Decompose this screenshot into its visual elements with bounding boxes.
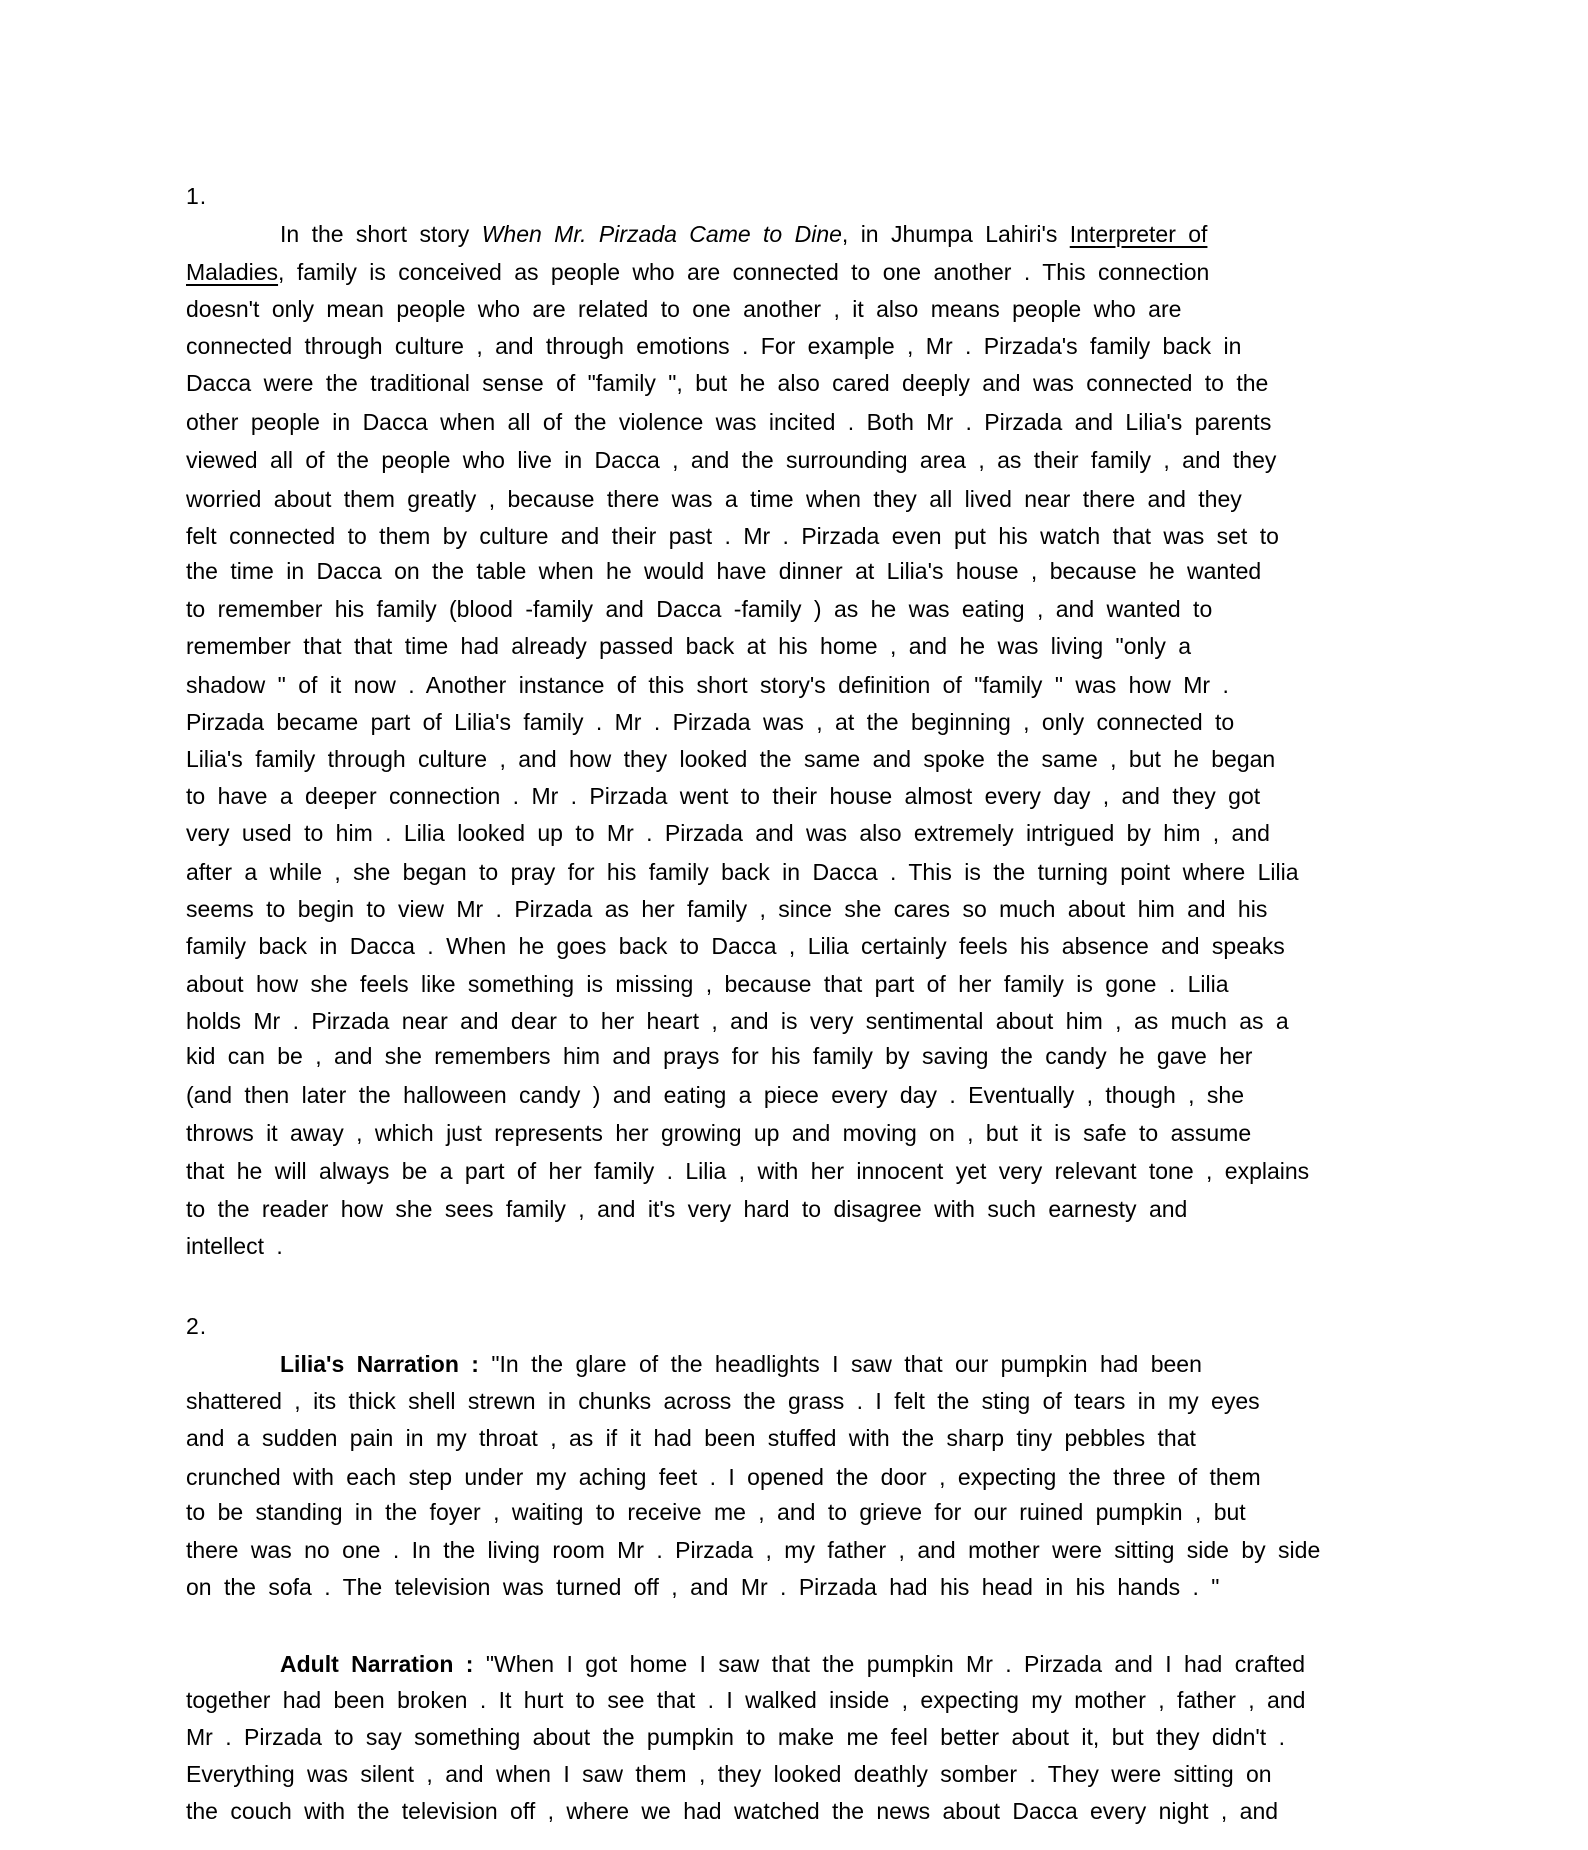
- paragraph-1-line: seems to begin to view Mr . Pirzada as her family , since she cares so much about him and his: [186, 896, 1268, 922]
- adult-narration-line: [280, 1650, 1396, 1678]
- paragraph-1-line: worried about them greatly , because there was a time when they all lived near there and they: [186, 486, 1242, 512]
- text-run: "In the glare of the headlights I saw that our pumpkin had been: [478, 1351, 1202, 1377]
- lilia-narration-line: [280, 1350, 1396, 1378]
- paragraph-1-line: very used to him . Lilia looked up to Mr . Pirzada and was also extremely intrigued by him , and: [186, 820, 1270, 846]
- lilia-narration-label: Lilia's Narration :: [280, 1351, 479, 1377]
- text-run: , family is conceived as people who are connected to one another . This connection: [278, 259, 1210, 285]
- paragraph-1-line: Pirzada became part of Lilia's family . Mr . Pirzada was , at the beginning , only connected to: [186, 709, 1235, 735]
- adult-narration-line: Everything was silent , and when I saw them , they looked deathly somber . They were sitting on: [186, 1761, 1272, 1787]
- section-number-2: 2.: [186, 1313, 208, 1339]
- paragraph-1-line: holds Mr . Pirzada near and dear to her heart , and is very sentimental about him , as much as a: [186, 1008, 1289, 1034]
- paragraph-1-line: [186, 258, 1396, 286]
- lilia-narration-line: and a sudden pain in my throat , as if it had been stuffed with the sharp tiny pebbles that: [186, 1425, 1196, 1451]
- paragraph-1-line: shadow " of it now . Another instance of this short story's definition of "family " was how Mr .: [186, 672, 1229, 698]
- paragraph-1-line: Dacca were the traditional sense of "family ", but he also cared deeply and was connected to the: [186, 370, 1269, 396]
- paragraph-1-line: that he will always be a part of her family . Lilia , with her innocent yet very relevant tone , explains: [186, 1158, 1310, 1184]
- lilia-narration-line: shattered , its thick shell strewn in chunks across the grass . I felt the sting of tears in my eyes: [186, 1388, 1260, 1414]
- book-title: Maladies: [186, 259, 279, 285]
- lilia-narration-line: to be standing in the foyer , waiting to receive me , and to grieve for our ruined pumpkin , but: [186, 1499, 1246, 1525]
- paragraph-1-line: after a while , she began to pray for his family back in Dacca . This is the turning point where Lilia: [186, 859, 1299, 885]
- story-title: When Mr. Pirzada Came to Dine: [481, 221, 842, 247]
- paragraph-1-line: doesn't only mean people who are related to one another , it also means people who are: [186, 296, 1182, 322]
- book-title: Interpreter of: [1069, 221, 1208, 247]
- paragraph-1-line: remember that that time had already passed back at his home , and he was living "only a: [186, 633, 1192, 659]
- paragraph-1-line: to the reader how she sees family , and it's very hard to disagree with such earnesty and: [186, 1196, 1188, 1222]
- paragraph-1-line: Lilia's family through culture , and how they looked the same and spoke the same , but he began: [186, 746, 1276, 772]
- adult-narration-label: Adult Narration :: [280, 1651, 474, 1677]
- paragraph-1-line: [280, 220, 1396, 248]
- lilia-narration-line: on the sofa . The television was turned off , and Mr . Pirzada had his head in his hands . ": [186, 1574, 1220, 1600]
- paragraph-1-line: about how she feels like something is missing , because that part of her family is gone . Lilia: [186, 971, 1229, 997]
- adult-narration-line: together had been broken . It hurt to see that . I walked inside , expecting my mother , father , and: [186, 1687, 1306, 1713]
- paragraph-1-line: throws it away , which just represents her growing up and moving on , but it is safe to assume: [186, 1120, 1252, 1146]
- paragraph-1-line: (and then later the halloween candy ) and eating a piece every day . Eventually , though , she: [186, 1082, 1245, 1108]
- text-run: In the short story: [280, 221, 482, 247]
- adult-narration-line: Mr . Pirzada to say something about the pumpkin to make me feel better about it, but they didn't .: [186, 1724, 1285, 1750]
- lilia-narration-line: crunched with each step under my aching feet . I opened the door , expecting the three of them: [186, 1464, 1261, 1490]
- section-number-1: 1.: [186, 183, 208, 209]
- paragraph-1-line: to have a deeper connection . Mr . Pirzada went to their house almost every day , and they got: [186, 783, 1261, 809]
- paragraph-1-line: intellect .: [186, 1233, 283, 1259]
- text-run: , in Jhumpa Lahiri's: [841, 221, 1070, 247]
- paragraph-1-line: the time in Dacca on the table when he would have dinner at Lilia's house , because he wanted: [186, 558, 1262, 584]
- paragraph-1-line: viewed all of the people who live in Dacca , and the surrounding area , as their family , and they: [186, 447, 1277, 473]
- text-run: "When I got home I saw that the pumpkin Mr . Pirzada and I had crafted: [473, 1651, 1306, 1677]
- paragraph-1-line: to remember his family (blood -family and Dacca -family ) as he was eating , and wanted to: [186, 596, 1213, 622]
- paragraph-1-line: connected through culture , and through emotions . For example , Mr . Pirzada's family back in: [186, 333, 1242, 359]
- paragraph-1-line: felt connected to them by culture and their past . Mr . Pirzada even put his watch that was set to: [186, 523, 1279, 549]
- paragraph-1-line: other people in Dacca when all of the violence was incited . Both Mr . Pirzada and Lilia's parents: [186, 409, 1272, 435]
- paragraph-1-line: kid can be , and she remembers him and prays for his family by saving the candy he gave her: [186, 1043, 1253, 1069]
- adult-narration-line: the couch with the television off , where we had watched the news about Dacca every night , and: [186, 1798, 1279, 1824]
- lilia-narration-line: there was no one . In the living room Mr . Pirzada , my father , and mother were sitting side by side: [186, 1537, 1321, 1563]
- paragraph-1-line: family back in Dacca . When he goes back to Dacca , Lilia certainly feels his absence and speaks: [186, 933, 1285, 959]
